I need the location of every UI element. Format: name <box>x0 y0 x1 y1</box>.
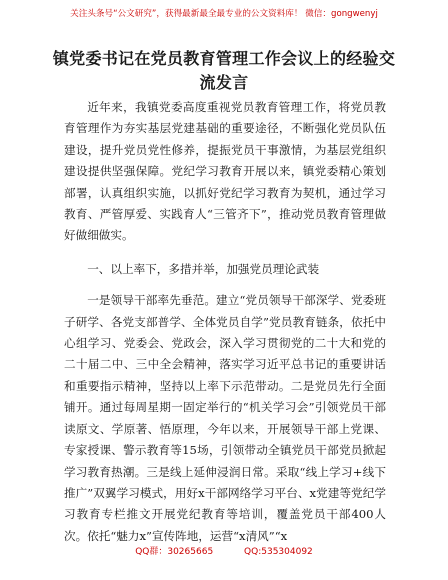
document-body <box>64 97 386 559</box>
intro-paragraph: 近年来，我镇党委高度重视党员教育管理工作，将党员教育管理作为夯实基层党建基础的重要途径，不断强化党员队伍建设，提升党员党性修养，提振党员干事激情，为基层党组织建设提供坚强保障。党纪学习教育开展以来，镇党委精心策划部署，认真组织实施，以抓好党纪学习教育为契机，通过学习教育、严管厚爱、实践育人“三管齐下”，推动党员教育管理做好做细做实。 <box>64 100 386 243</box>
body-paragraph: 一是领导干部率先垂范。建立“党员领导干部深学、党委班子研学、各党支部普学、全体党员自学”党员教育链条，依托中心组学习、党委会、党政会，深入学习贯彻党的二十大和党的二十届二中、三中全会精神，落实学习近平总书记的重要讲话和重要指示精神，坚持以上率下示范带动。二是党员先行全面铺开。通过每周星期一固定举行的“机关学习会”引领党员干部读原文、学原著、悟原理，今年以来，开展领导干部上党课、专家授课、警示教育等15场，引领带动全镇党员干部党员掀起学习教育热潮。三是线上延伸浸润日常。采取“线上学习+线下推广”双翼学习模式，用好x干部网络学习平台、x党建等党纪学习教育专栏推文开展党纪教育等培训，覆盖党员干部400人次。依托“魅力x”宣传阵地，运营“x清风”“x <box>64 293 386 543</box>
document-title: 镇党委书记在党员教育管理工作会议上的经验交流发言 <box>52 49 396 92</box>
header-ad-text: 关注头条号“公文研究”，获得最新最全最专业的公文资料库！ 微信：gongwenyj <box>70 9 378 19</box>
qq-group-1: QQ群：30265665 <box>135 547 214 557</box>
footer-contact <box>0 544 448 557</box>
qq-group-2: QQ:535304092 <box>244 547 313 557</box>
section-heading: 一、以上率下，多措并举，加强党员理论武装 <box>87 261 320 276</box>
